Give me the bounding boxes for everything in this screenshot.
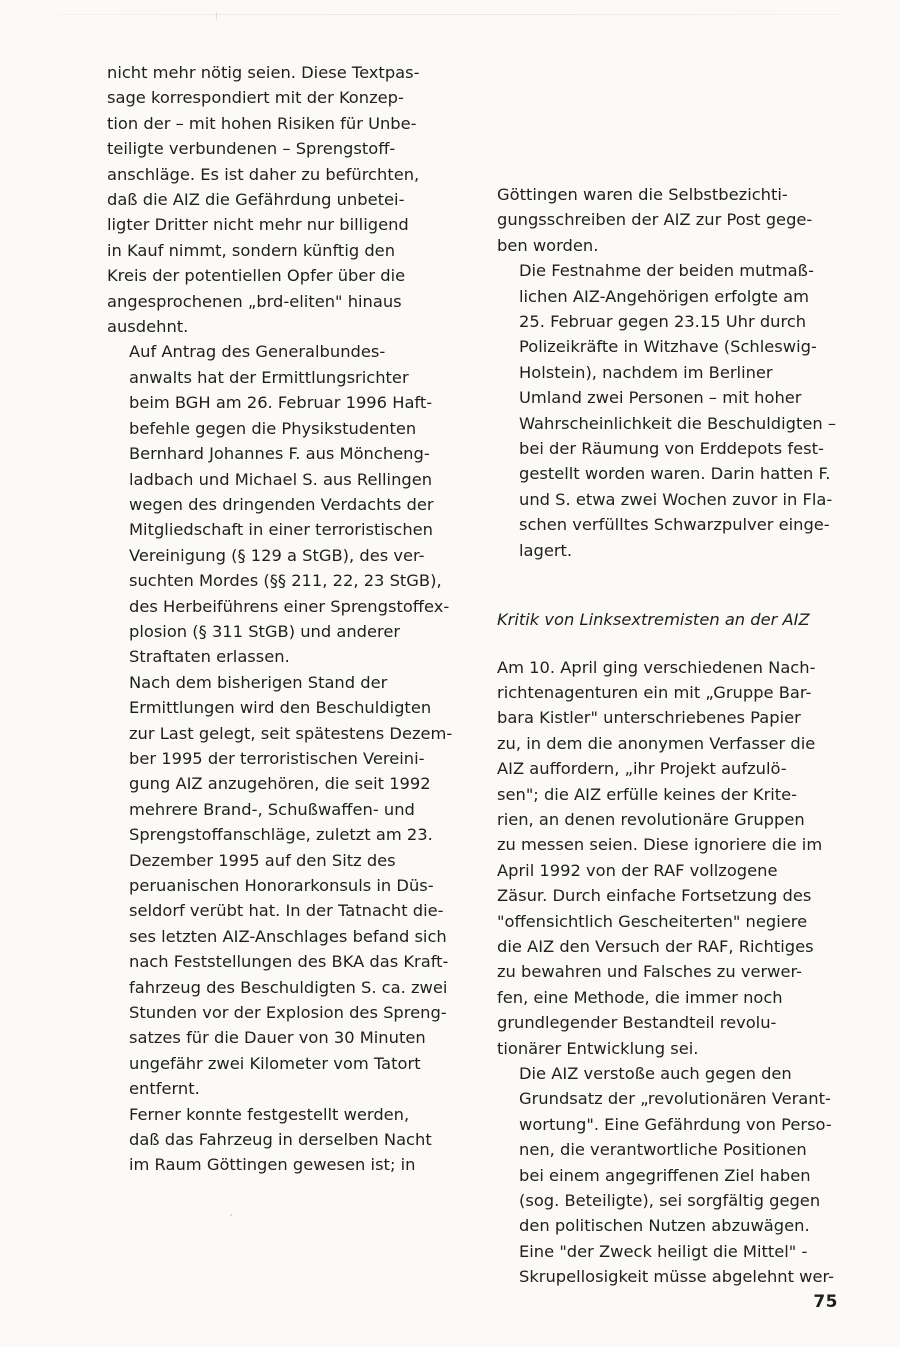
text-line: peruanischen Honorarkonsuls in Düs- [129,876,434,895]
print-speck [230,1214,232,1216]
text-paragraph [497,655,837,1062]
text-line: Skrupellosigkeit müsse abgelehnt wer- [519,1267,835,1287]
text-line: Göttingen waren die Selbstbezichti- [497,185,788,204]
text-line: daß die AIZ die Gefährdung unbetei- [107,190,405,210]
text-line: Ferner konnte festgestellt werden, [129,1104,410,1124]
text-line: 25. Februar gegen 23.15 Uhr durch [519,312,807,332]
section-heading [497,607,837,632]
text-line: Am 10. April ging verschiedenen Nach- [497,657,816,677]
text-line: angesprochenen „brd-eliten" hinaus [107,291,402,311]
text-line: rien, an denen revolutionäre Gruppen [497,809,805,829]
text-line: Grundsatz der „revolutionären Verant- [519,1089,831,1109]
text-line: ligter Dritter nicht mehr nur billigend [107,215,409,235]
text-line: grundlegender Bestandteil revolu- [497,1013,777,1033]
text-line: bara Kistler" unterschriebenes Papier [497,708,801,728]
text-line: gungsschreiben der AIZ zur Post gege- [497,210,813,230]
text-line: zu bewahren und Falsches zu verwer- [497,962,803,982]
text-line: Sprengstoffanschläge, zuletzt am 23. [129,825,433,845]
text-paragraph [107,60,447,339]
text-line: nach Feststellungen des BKA das Kraft- [129,952,449,972]
text-line: zur Last gelegt, seit spätestens Dezem- [129,723,453,743]
text-line: nicht mehr nötig seien. Diese Textpas- [107,63,420,82]
text-line: Eine "der Zweck heiligt die Mittel" - [519,1241,808,1261]
text-line: fahrzeug des Beschuldigten S. ca. zwei [129,977,448,997]
text-line: Die AIZ verstoße auch gegen den [519,1064,792,1083]
text-line: Stunden vor der Explosion des Spreng- [129,1003,447,1023]
text-line: plosion (§ 311 StGB) und anderer [129,621,401,641]
page-number: 75 [813,1292,838,1312]
text-line: ausdehnt. [107,317,189,337]
print-mark [216,12,217,20]
text-line: lichen AIZ-Angehörigen erfolgte am [519,286,809,306]
text-paragraph [107,339,450,669]
text-line: (sog. Beteiligte), sei sorgfältig gegen [519,1191,821,1211]
left-text-column [107,60,453,1178]
text-line: und S. etwa zwei Wochen zuvor in Fla- [519,489,833,509]
text-line: im Raum Göttingen gewesen ist; in [129,1155,416,1175]
text-line: ses letzten AIZ-Anschlages befand sich [129,926,447,946]
text-line: gestellt worden waren. Darin hatten F. [519,464,831,484]
text-line: satzes für die Dauer von 30 Minuten [129,1028,426,1048]
text-line: wegen des dringenden Verdachts der [129,494,434,514]
text-line: April 1992 von der RAF vollzogene [497,860,778,880]
text-line: den politischen Nutzen abzuwägen. [519,1216,810,1236]
text-line: nen, die verantwortliche Positionen [519,1140,807,1160]
text-line: Bernhard Johannes F. aus Möncheng- [129,444,430,464]
text-line: des Herbeiführens einer Sprengstoffex- [129,596,450,616]
page-top-edge [60,14,840,15]
text-line: beim BGH am 26. Februar 1996 Haft- [129,393,433,413]
text-line: die AIZ den Versuch der RAF, Richtiges [497,936,814,956]
text-line: tion der – mit hohen Risiken für Unbe- [107,113,417,133]
text-line: Die Festnahme der beiden mutmaß- [519,261,815,281]
text-line: seldorf verübt hat. In der Tatnacht die- [129,901,444,921]
text-line: entfernt. [129,1079,200,1099]
text-line: in Kauf nimmt, sondern künftig den [107,240,396,260]
text-line: Auf Antrag des Generalbundes- [129,342,386,362]
text-line: Mitgliedschaft in einer terroristischen [129,520,433,540]
text-line: suchten Mordes (§§ 211, 22, 23 StGB), [129,571,442,591]
text-line: anwalts hat der Ermittlungsrichter [129,367,409,387]
text-line: ben worden. [497,235,599,255]
text-line: daß das Fahrzeug in derselben Nacht [129,1130,432,1150]
text-line: Dezember 1995 auf den Sitz des [129,850,396,870]
text-line: schen verfülltes Schwarzpulver einge- [519,515,830,535]
text-line: tionärer Entwicklung sei. [497,1038,699,1058]
text-line: Ermittlungen wird den Beschuldigten [129,698,432,718]
text-line: Straftaten erlassen. [129,647,290,667]
text-line: zu messen seien. Diese ignoriere die im [497,835,823,855]
text-line: ungefähr zwei Kilometer vom Tatort [129,1053,421,1073]
right-text-column [497,182,837,1290]
text-line: Holstein), nachdem im Berliner [519,362,773,382]
text-line: anschläge. Es ist daher zu befürchten, [107,164,420,184]
text-line: teiligte verbundenen – Sprengstoff- [107,139,396,159]
text-line: Nach dem bisherigen Stand der [129,672,388,692]
text-line: Wahrscheinlichkeit die Beschuldigten – [519,413,836,433]
text-paragraph [497,1061,837,1290]
text-line: sen"; die AIZ erfülle keines der Krite- [497,784,798,804]
text-line: ladbach und Michael S. aus Rellingen [129,469,433,489]
text-line: bei der Räumung von Erddepots fest- [519,439,824,459]
text-line: AIZ auffordern, „ihr Projekt aufzulö- [497,759,787,779]
text-line: richtenagenturen ein mit „Gruppe Bar- [497,682,812,702]
text-line: gung AIZ anzugehören, die seit 1992 [129,774,431,794]
text-line: sage korrespondiert mit der Konzep- [107,88,404,108]
text-line: Polizeikräfte in Witzhave (Schleswig- [519,337,817,357]
text-paragraph [497,258,837,563]
text-line: Zäsur. Durch einfache Fortsetzung des [497,886,812,906]
text-line: zu, in dem die anonymen Verfasser die [497,733,816,753]
text-line: Vereinigung (§ 129 a StGB), des ver- [129,545,425,565]
text-line: bei einem angegriffenen Ziel haben [519,1165,811,1185]
text-line: mehrere Brand-, Schußwaffen- und [129,799,415,819]
text-line: fen, eine Methode, die immer noch [497,987,783,1007]
text-paragraph [107,670,453,1102]
section-heading-text: Kritik von Linksextremisten an der AIZ [497,610,810,630]
text-line: ber 1995 der terroristischen Vereini- [129,748,425,768]
text-paragraph [107,1102,447,1178]
text-paragraph [497,182,837,258]
text-line: Kreis der potentiellen Opfer über die [107,266,406,286]
text-line: wortung". Eine Gefährdung von Perso- [519,1114,832,1134]
text-line: "offensichtlich Gescheiterten" negiere [497,911,808,931]
text-line: befehle gegen die Physikstudenten [129,418,417,438]
text-line: lagert. [519,540,573,560]
text-line: Umland zwei Personen – mit hoher [519,388,802,408]
